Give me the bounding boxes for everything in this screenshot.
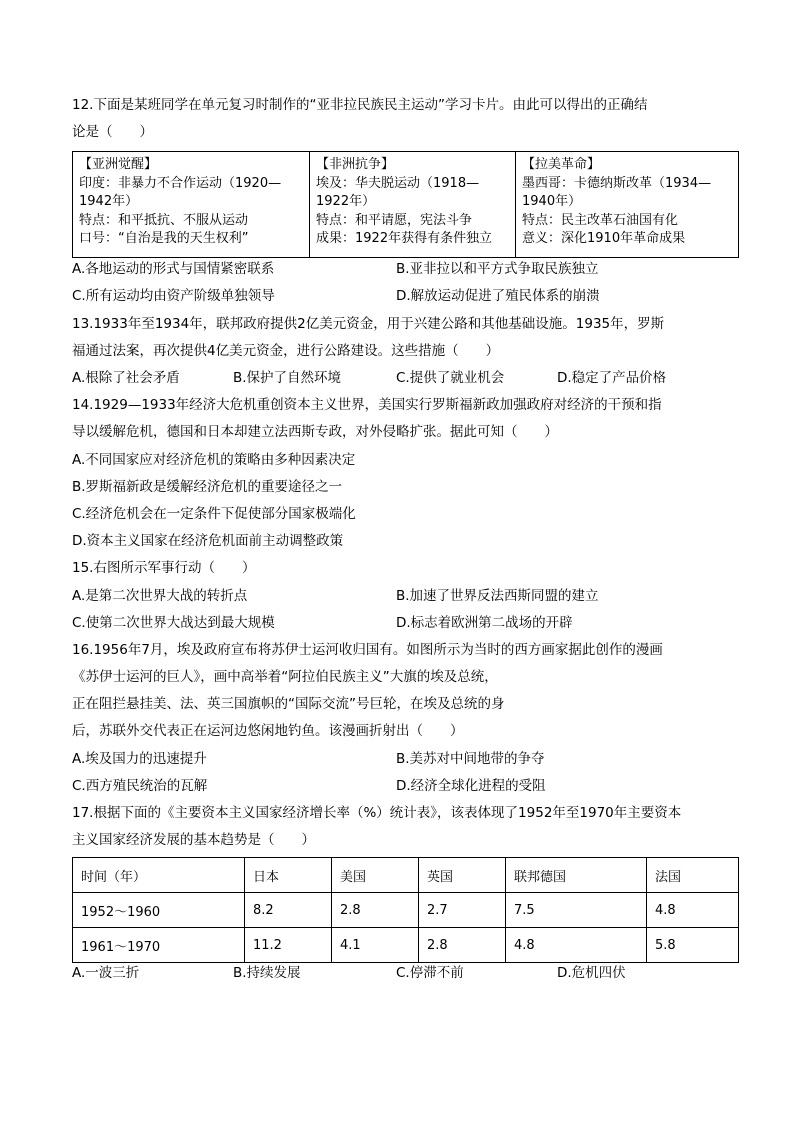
q16-stem-line4: 后，苏联外交代表正在运河边悠闲地钓鱼。该漫画折射出（ ） — [72, 723, 464, 739]
table-cell: 2.8 — [419, 928, 506, 963]
q14-stem-line2: 导以缓解危机，德国和日本却建立法西斯专政，对外侵略扩张。据此可知（ ） — [72, 424, 558, 440]
table-cell: 1961～1970 — [73, 928, 245, 963]
q17-growth-table — [72, 857, 739, 963]
q15-option-d[interactable]: D.标志着欧洲第二战场的开辟 — [396, 615, 573, 631]
table-cell: 2.7 — [419, 893, 506, 928]
table-cell: 5.8 — [647, 928, 739, 963]
table-cell: 8.2 — [245, 893, 332, 928]
q13-option-b[interactable]: B.保护了自然环境 — [233, 370, 342, 386]
q16-stem-line2: 《苏伊士运河的巨人》，画中高举着“阿拉伯民族主义”大旗的埃及总统， — [72, 669, 498, 685]
q15-option-a[interactable]: A.是第二次世界大战的转折点 — [72, 588, 248, 604]
card-line: 特点：民主改革石油国有化 — [522, 212, 679, 228]
q12-option-d[interactable]: D.解放运动促进了殖民体系的崩溃 — [396, 288, 600, 304]
q14-option-a[interactable]: A.不同国家应对经济危机的策略由多种因素决定 — [72, 452, 356, 468]
q17-option-c[interactable]: C.停滞不前 — [396, 965, 464, 981]
table-cell: 4.1 — [332, 928, 419, 963]
table-cell: 2.8 — [332, 893, 419, 928]
table-row — [73, 893, 739, 928]
card-latin-america — [516, 152, 739, 258]
q12-stem-line1: 12.下面是某班同学在单元复习时制作的“亚非拉民族民主运动”学习卡片。由此可以得出的正确结 — [72, 97, 648, 113]
table-row — [73, 928, 739, 963]
table-header-cell: 英国 — [419, 858, 506, 893]
q14-option-d[interactable]: D.资本主义国家在经济危机面前主动调整政策 — [72, 533, 344, 549]
q13-option-d[interactable]: D.稳定了产品价格 — [557, 370, 667, 386]
q14-option-c[interactable]: C.经济危机会在一定条件下促使部分国家极端化 — [72, 506, 356, 522]
q12-option-b[interactable]: B.亚非拉以和平方式争取民族独立 — [396, 261, 599, 277]
q15-stem: 15.右图所示军事行动（ ） — [72, 560, 256, 576]
q16-stem-line1: 16.1956年7月，埃及政府宣布将苏伊士运河收归国有。如图所示为当时的西方画家据此创作的漫画 — [72, 642, 663, 658]
card-line: 特点：和平请愿，宪法斗争 — [316, 212, 473, 228]
card-line: 【拉美革命】 — [522, 157, 601, 172]
q16-option-b[interactable]: B.美苏对中间地带的争夺 — [396, 751, 545, 767]
q13-option-c[interactable]: C.提供了就业机会 — [396, 370, 505, 386]
table-cell: 4.8 — [647, 893, 739, 928]
q12-option-c[interactable]: C.所有运动均由资产阶级单独领导 — [72, 288, 275, 304]
card-line: 埃及：华夫脱运动（1918— — [316, 175, 480, 191]
q17-stem-line1: 17.根据下面的《主要资本主义国家经济增长率（%）统计表》，该表体现了1952年至1970年主要资本 — [72, 805, 682, 821]
table-header-cell: 联邦德国 — [506, 858, 647, 893]
card-line: 【亚洲觉醒】 — [79, 157, 158, 172]
card-asia — [73, 152, 310, 258]
q16-option-a[interactable]: A.埃及国力的迅速提升 — [72, 751, 207, 767]
q16-option-d[interactable]: D.经济全球化进程的受阻 — [396, 778, 546, 794]
q16-option-c[interactable]: C.西方殖民统治的瓦解 — [72, 778, 208, 794]
card-line: 墨西哥：卡德纳斯改革（1934— — [522, 175, 712, 191]
q13-stem-line2: 福通过法案，再次提供4亿美元资金，进行公路建设。这些措施（ ） — [72, 343, 500, 359]
q13-option-a[interactable]: A.根除了社会矛盾 — [72, 370, 180, 386]
card-line: 印度：非暴力不合作运动（1920— — [79, 175, 282, 191]
q15-option-b[interactable]: B.加速了世界反法西斯同盟的建立 — [396, 588, 599, 604]
q12-option-a[interactable]: A.各地运动的形式与国情紧密联系 — [72, 261, 275, 277]
card-line: 口号：“自治是我的天生权利” — [79, 231, 249, 246]
table-header-cell: 美国 — [332, 858, 419, 893]
table-cell: 11.2 — [245, 928, 332, 963]
card-africa — [310, 152, 516, 258]
table-header-cell: 日本 — [245, 858, 332, 893]
table-cell: 1952～1960 — [73, 893, 245, 928]
q17-stem-line2: 主义国家经济发展的基本趋势是（ ） — [72, 832, 315, 848]
q14-option-b[interactable]: B.罗斯福新政是缓解经济危机的重要途径之一 — [72, 479, 343, 495]
table-cell: 4.8 — [506, 928, 647, 963]
card-line: 1922年） — [316, 194, 376, 209]
table-cell: 7.5 — [506, 893, 647, 928]
q12-stem-line2: 论是（ ） — [72, 124, 153, 140]
q17-option-d[interactable]: D.危机四伏 — [557, 965, 626, 981]
table-header-cell: 法国 — [647, 858, 739, 893]
card-line: 1942年） — [79, 194, 139, 209]
q13-stem-line1: 13.1933年至1934年，联邦政府提供2亿美元资金，用于兴建公路和其他基础设施。1935年，罗斯 — [72, 316, 665, 332]
q14-stem-line1: 14.1929—1933年经济大危机重创资本主义世界，美国实行罗斯福新政加强政府对经济的干预和指 — [72, 397, 662, 413]
card-line: 1940年） — [522, 194, 582, 209]
card-line: 【非洲抗争】 — [316, 157, 395, 172]
card-line: 成果：1922年获得有条件独立 — [316, 231, 493, 246]
q17-option-a[interactable]: A.一波三折 — [72, 965, 140, 981]
card-line: 意义：深化1910年革命成果 — [522, 231, 686, 246]
q17-option-b[interactable]: B.持续发展 — [233, 965, 301, 981]
q12-card-table — [72, 151, 739, 258]
card-line: 特点：和平抵抗、不服从运动 — [79, 212, 249, 228]
table-header-row — [73, 858, 739, 893]
table-header-cell: 时间（年） — [73, 858, 245, 893]
q15-option-c[interactable]: C.使第二次世界大战达到最大规模 — [72, 615, 275, 631]
q16-stem-line3: 正在阻拦悬挂美、法、英三国旗帜的“国际交流”号巨轮，在埃及总统的身 — [72, 696, 505, 712]
